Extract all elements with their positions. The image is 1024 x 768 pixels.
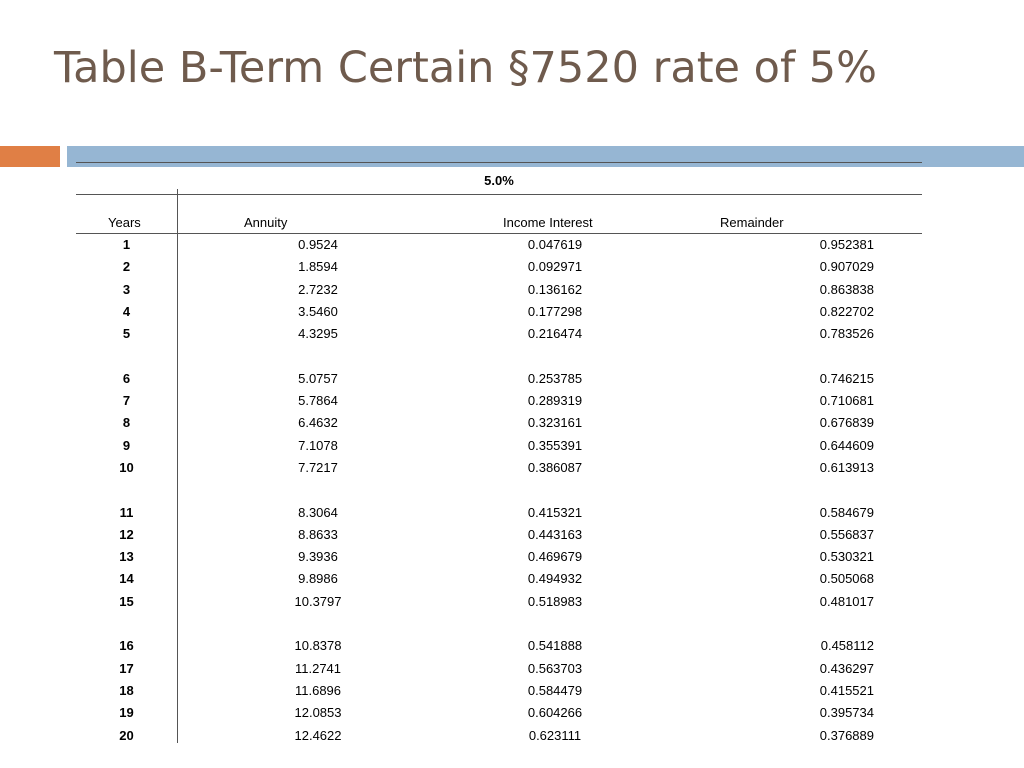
cell-year: 20 bbox=[119, 727, 134, 743]
cell-year: 8 bbox=[122, 415, 131, 431]
table-row bbox=[76, 635, 922, 657]
cell-remainder: 0.530321 bbox=[819, 549, 874, 565]
cell-income-interest: 0.323161 bbox=[527, 415, 583, 431]
table-row bbox=[76, 591, 922, 613]
cell-remainder: 0.415521 bbox=[819, 682, 874, 698]
cell-annuity: 8.3064 bbox=[298, 504, 338, 520]
cell-annuity: 10.3797 bbox=[294, 593, 342, 609]
cell-remainder: 0.746215 bbox=[819, 370, 874, 386]
cell-income-interest: 0.289319 bbox=[527, 393, 583, 409]
cell-year: 15 bbox=[119, 593, 134, 609]
group-spacer bbox=[76, 345, 922, 367]
cell-year: 16 bbox=[119, 638, 134, 654]
table-row bbox=[76, 301, 922, 323]
cell-annuity: 5.7864 bbox=[298, 393, 338, 409]
table-row bbox=[76, 256, 922, 278]
table-row bbox=[76, 412, 922, 434]
cell-annuity: 11.6896 bbox=[294, 682, 342, 698]
table-row bbox=[76, 323, 922, 345]
table-body bbox=[76, 234, 922, 747]
table-row bbox=[76, 702, 922, 724]
cell-year: 4 bbox=[122, 303, 131, 319]
cell-annuity: 4.3295 bbox=[298, 326, 338, 342]
cell-year: 17 bbox=[119, 660, 134, 676]
table-row bbox=[76, 568, 922, 590]
cell-annuity: 9.3936 bbox=[298, 549, 338, 565]
header-income-interest: Income Interest bbox=[503, 215, 593, 230]
cell-annuity: 7.7217 bbox=[298, 459, 338, 475]
cell-remainder: 0.644609 bbox=[819, 437, 874, 453]
table-row bbox=[76, 725, 922, 747]
cell-income-interest: 0.443163 bbox=[527, 526, 583, 542]
cell-year: 10 bbox=[119, 459, 134, 475]
header-annuity: Annuity bbox=[244, 215, 288, 230]
cell-annuity: 12.4622 bbox=[294, 727, 342, 743]
cell-income-interest: 0.518983 bbox=[527, 593, 583, 609]
cell-income-interest: 0.177298 bbox=[527, 303, 583, 319]
table-row bbox=[76, 368, 922, 390]
cell-year: 7 bbox=[122, 393, 131, 409]
table-row bbox=[76, 524, 922, 546]
cell-annuity: 11.2741 bbox=[294, 660, 342, 676]
table-row bbox=[76, 435, 922, 457]
table-row bbox=[76, 390, 922, 412]
cell-income-interest: 0.584479 bbox=[527, 682, 583, 698]
cell-annuity: 5.0757 bbox=[298, 370, 338, 386]
cell-annuity: 0.9524 bbox=[298, 237, 338, 252]
cell-annuity: 6.4632 bbox=[298, 415, 338, 431]
cell-annuity: 1.8594 bbox=[298, 259, 338, 275]
cell-income-interest: 0.623111 bbox=[528, 727, 582, 743]
cell-income-interest: 0.047619 bbox=[527, 237, 583, 252]
cell-annuity: 12.0853 bbox=[294, 705, 342, 721]
cell-income-interest: 0.563703 bbox=[527, 660, 583, 676]
table-row bbox=[76, 234, 922, 256]
group-spacer bbox=[76, 613, 922, 635]
cell-year: 2 bbox=[122, 259, 131, 275]
table-row bbox=[76, 658, 922, 680]
cell-year: 1 bbox=[122, 237, 131, 252]
cell-income-interest: 0.092971 bbox=[527, 259, 583, 275]
cell-annuity: 8.8633 bbox=[298, 526, 338, 542]
cell-year: 19 bbox=[119, 705, 134, 721]
cell-remainder: 0.822702 bbox=[819, 303, 874, 319]
cell-remainder: 0.952381 bbox=[819, 237, 874, 252]
table-row bbox=[76, 502, 922, 524]
cell-year: 13 bbox=[119, 549, 134, 565]
cell-remainder: 0.584679 bbox=[819, 504, 874, 520]
cell-year: 3 bbox=[122, 281, 131, 297]
table-top-rule bbox=[76, 162, 922, 163]
cell-annuity: 3.5460 bbox=[298, 303, 338, 319]
table-row bbox=[76, 680, 922, 702]
cell-remainder: 0.505068 bbox=[819, 571, 874, 587]
accent-bar-orange bbox=[0, 146, 60, 167]
cell-year: 6 bbox=[122, 370, 131, 386]
cell-remainder: 0.863838 bbox=[819, 281, 874, 297]
cell-income-interest: 0.469679 bbox=[527, 549, 583, 565]
cell-remainder: 0.556837 bbox=[819, 526, 874, 542]
cell-remainder: 0.436297 bbox=[819, 660, 874, 676]
slide-title: Table B-Term Certain §7520 rate of 5% bbox=[54, 43, 878, 93]
cell-annuity: 10.8378 bbox=[294, 638, 342, 654]
rate-header: 5.0% bbox=[76, 168, 922, 195]
cell-income-interest: 0.216474 bbox=[527, 326, 583, 342]
cell-year: 18 bbox=[119, 682, 134, 698]
cell-income-interest: 0.253785 bbox=[527, 370, 583, 386]
cell-year: 11 bbox=[119, 504, 134, 520]
table-row bbox=[76, 279, 922, 301]
cell-remainder: 0.710681 bbox=[819, 393, 874, 409]
cell-year: 5 bbox=[122, 326, 131, 342]
cell-annuity: 7.1078 bbox=[298, 437, 338, 453]
table-row bbox=[76, 457, 922, 479]
cell-year: 9 bbox=[122, 437, 131, 453]
header-years: Years bbox=[108, 215, 141, 230]
cell-remainder: 0.613913 bbox=[819, 459, 874, 475]
column-header-row bbox=[76, 212, 922, 234]
cell-remainder: 0.458112 bbox=[820, 638, 874, 654]
cell-remainder: 0.481017 bbox=[819, 593, 874, 609]
cell-year: 14 bbox=[119, 571, 134, 587]
cell-income-interest: 0.541888 bbox=[527, 638, 583, 654]
cell-income-interest: 0.604266 bbox=[527, 705, 583, 721]
group-spacer bbox=[76, 479, 922, 501]
accent-bar-blue bbox=[67, 146, 1024, 167]
cell-income-interest: 0.415321 bbox=[527, 504, 583, 520]
cell-year: 12 bbox=[119, 526, 134, 542]
cell-remainder: 0.676839 bbox=[819, 415, 874, 431]
cell-income-interest: 0.386087 bbox=[527, 459, 583, 475]
cell-annuity: 2.7232 bbox=[298, 281, 338, 297]
cell-remainder: 0.783526 bbox=[819, 326, 874, 342]
cell-remainder: 0.395734 bbox=[819, 705, 874, 721]
cell-income-interest: 0.136162 bbox=[527, 281, 583, 297]
cell-income-interest: 0.494932 bbox=[527, 571, 583, 587]
cell-income-interest: 0.355391 bbox=[527, 437, 583, 453]
cell-remainder: 0.376889 bbox=[819, 727, 874, 743]
cell-annuity: 9.8986 bbox=[298, 571, 338, 587]
cell-remainder: 0.907029 bbox=[819, 259, 874, 275]
header-remainder: Remainder bbox=[720, 215, 784, 230]
table-row bbox=[76, 546, 922, 568]
